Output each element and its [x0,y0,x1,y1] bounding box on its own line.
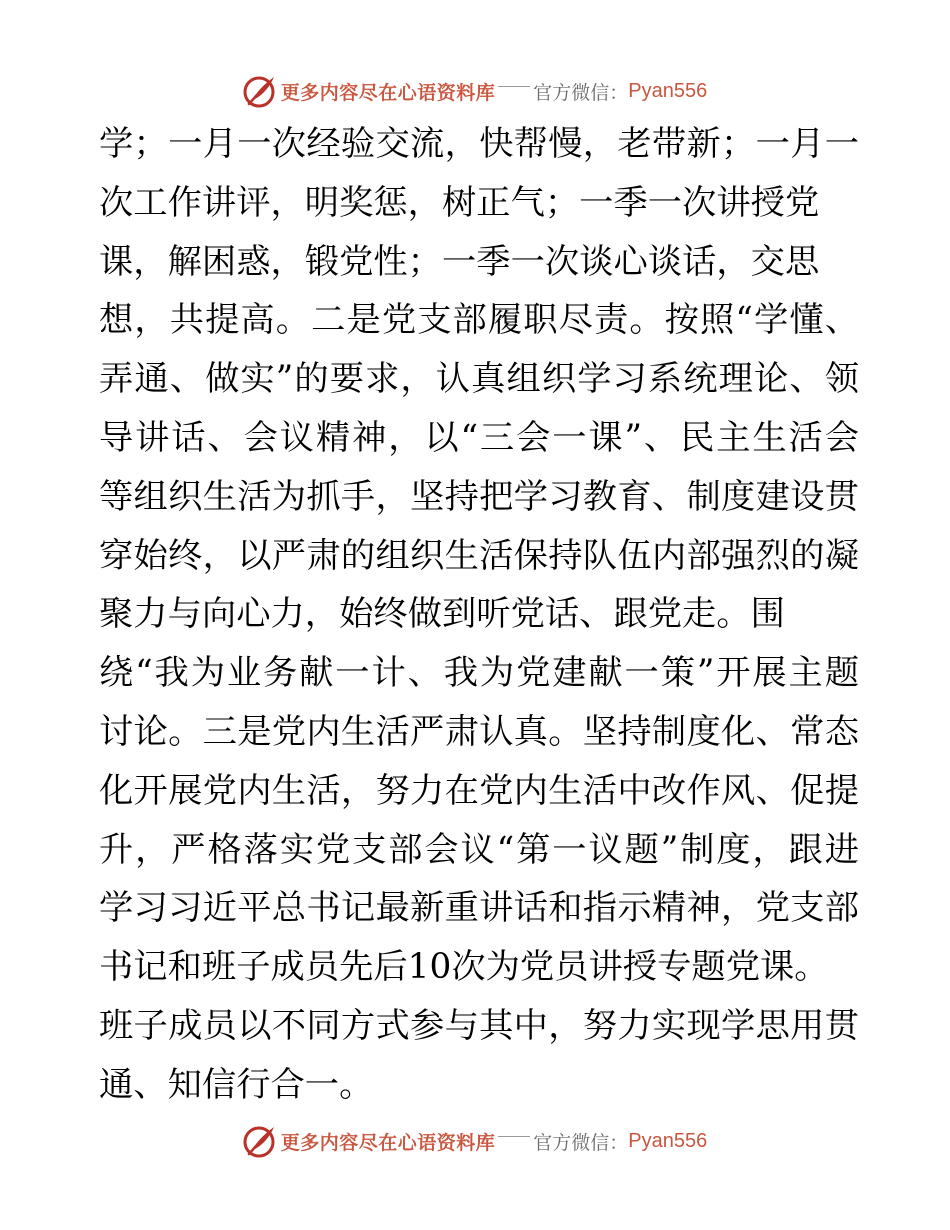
header-banner-account: Pyan556 [628,79,708,102]
footer-banner-main-text: 更多内容尽在心语资料库 [280,1131,496,1154]
body-line: 等组织生活为抓手，坚持把学习教育、制度建设贯 [99,476,859,517]
header-banner-sub-text: 官方微信： [533,81,629,104]
body-line: 想，共提高。二是党支部履职尽责。按照“学懂、 [99,300,859,341]
feather-quill-icon [243,1124,277,1158]
header-banner-dash [498,86,530,87]
body-line: 聚力与向心力，始终做到听党话、跟党走。围 [99,594,785,635]
body-line: 学；一月一次经验交流，快帮慢，老带新；一月一 [99,124,859,164]
feather-quill-icon [243,74,277,108]
body-line: 班子成员以不同方式参与其中，努力实现学思用贯 [99,1005,859,1046]
body-line: 化开展党内生活，努力在党内生活中改作风、促提 [99,770,859,811]
footer-banner-dash [498,1136,530,1137]
body-line: 升，严格落实党支部会议“第一议题”制度，跟进 [99,829,859,870]
body-line: 书记和班子成员先后10次为党员讲授专题党课。 [99,947,829,988]
header-watermark-banner [0,71,950,111]
body-line: 课，解困惑，锻党性；一季一次谈心谈话，交思 [99,241,820,282]
body-line: 通、知信行合一。 [99,1064,374,1105]
body-line: 绕“我为业务献一计、我为党建献一策”开展主题 [99,653,859,694]
footer-banner-sub-text: 官方微信： [533,1131,629,1154]
body-line: 导讲话、会议精神，以“三会一课”、民主生活会 [99,417,859,458]
footer-watermark-banner [0,1121,950,1161]
body-line: 学习习近平总书记最新重讲话和指示精神，党支部 [99,888,859,929]
body-line: 弄通、做实”的要求，认真组织学习系统理论、领 [99,359,859,400]
footer-banner-account: Pyan556 [628,1129,708,1152]
header-banner-main-text: 更多内容尽在心语资料库 [280,81,496,104]
body-line: 讨论。三是党内生活严肃认真。坚持制度化、常态 [99,711,859,752]
body-line: 次工作讲评，明奖惩，树正气；一季一次讲授党 [99,182,820,223]
document-body [99,115,859,1115]
body-line: 穿始终，以严肃的组织生活保持队伍内部强烈的凝 [99,535,859,576]
